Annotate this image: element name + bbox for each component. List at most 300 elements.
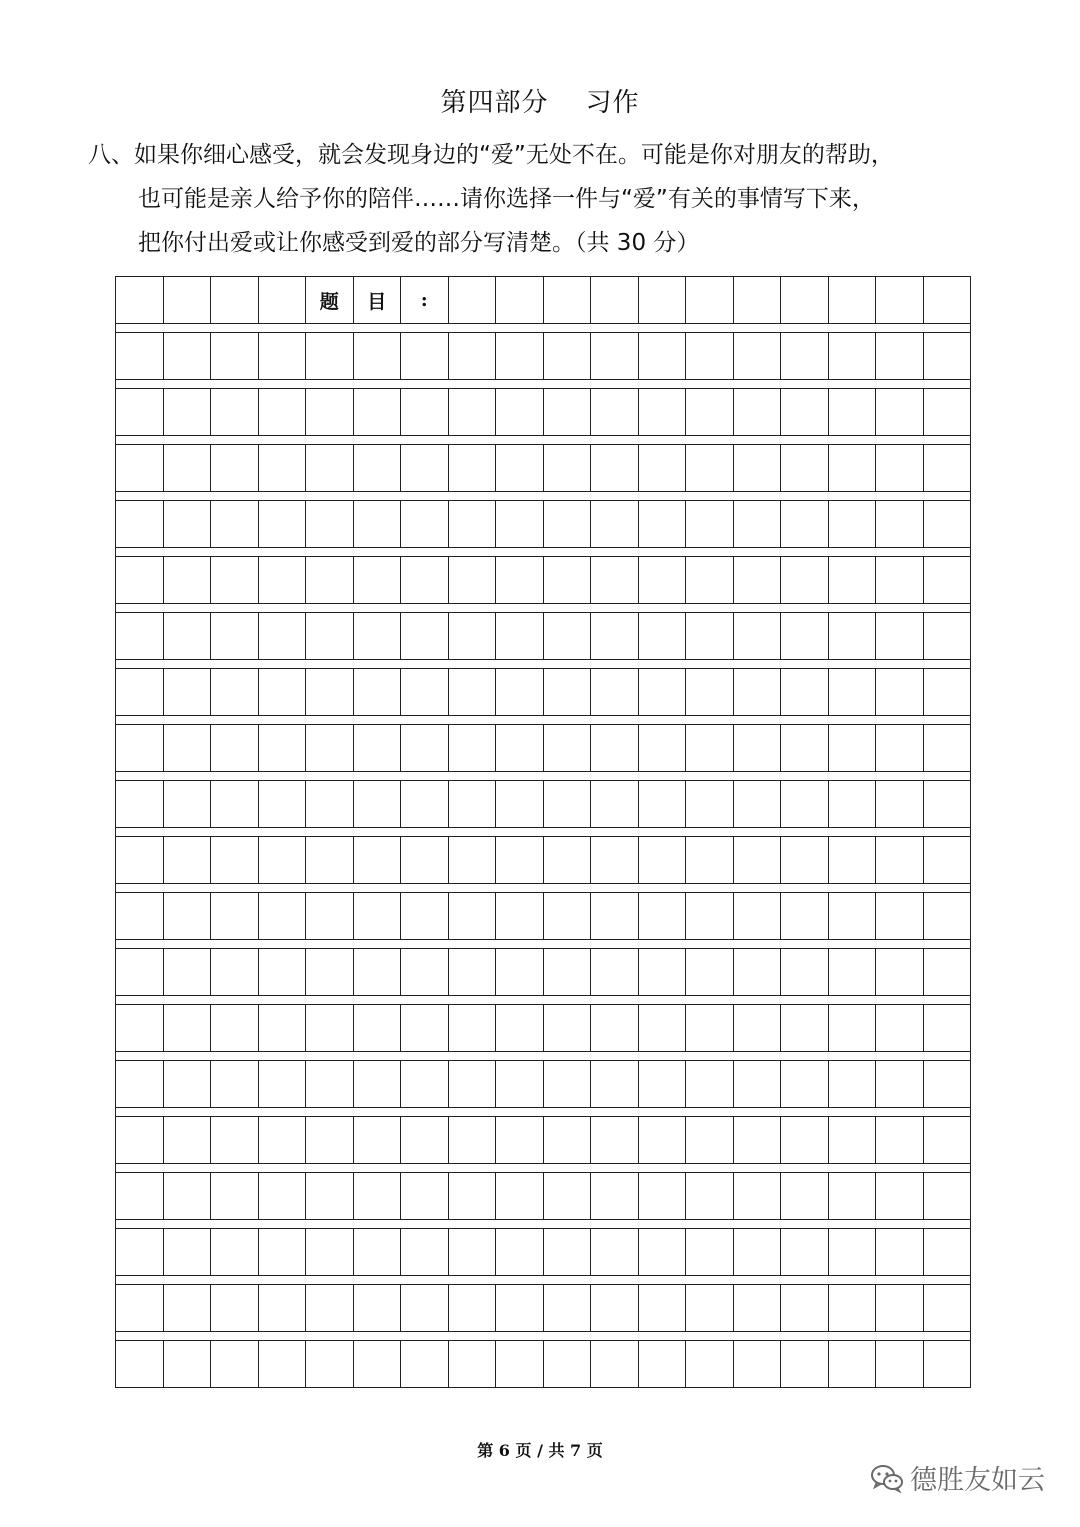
- grid-cell[interactable]: [449, 277, 497, 323]
- grid-cell[interactable]: [354, 1117, 402, 1163]
- grid-cell[interactable]: [496, 725, 544, 771]
- grid-cell[interactable]: [354, 333, 402, 379]
- grid-cell[interactable]: [876, 1285, 924, 1331]
- grid-cell[interactable]: [829, 445, 877, 491]
- grid-cell[interactable]: [544, 949, 592, 995]
- grid-cell[interactable]: [211, 389, 259, 435]
- grid-cell[interactable]: [116, 781, 164, 827]
- grid-cell[interactable]: [686, 501, 734, 547]
- grid-cell[interactable]: [591, 669, 639, 715]
- grid-cell[interactable]: [781, 1117, 829, 1163]
- grid-cell[interactable]: [544, 1005, 592, 1051]
- grid-cell[interactable]: [496, 277, 544, 323]
- grid-cell[interactable]: [734, 949, 782, 995]
- grid-cell[interactable]: [829, 949, 877, 995]
- grid-cell[interactable]: [354, 669, 402, 715]
- grid-cell[interactable]: [354, 557, 402, 603]
- grid-cell[interactable]: [734, 669, 782, 715]
- grid-cell[interactable]: [639, 949, 687, 995]
- grid-cell[interactable]: [686, 1285, 734, 1331]
- grid-cell[interactable]: [734, 445, 782, 491]
- grid-cell[interactable]: [686, 613, 734, 659]
- grid-cell[interactable]: [591, 389, 639, 435]
- grid-cell[interactable]: [829, 893, 877, 939]
- grid-cell[interactable]: [734, 557, 782, 603]
- grid-cell[interactable]: [116, 1005, 164, 1051]
- grid-cell[interactable]: [306, 557, 354, 603]
- grid-cell[interactable]: [686, 557, 734, 603]
- grid-cell[interactable]: [211, 1285, 259, 1331]
- grid-cell[interactable]: [259, 1285, 307, 1331]
- grid-cell[interactable]: [544, 1061, 592, 1107]
- grid-cell[interactable]: [164, 389, 212, 435]
- grid-cell[interactable]: [781, 445, 829, 491]
- grid-cell[interactable]: [876, 1341, 924, 1387]
- grid-cell[interactable]: [686, 781, 734, 827]
- grid-cell[interactable]: [164, 1061, 212, 1107]
- grid-cell[interactable]: [496, 333, 544, 379]
- grid-cell[interactable]: [591, 501, 639, 547]
- grid-cell[interactable]: [876, 501, 924, 547]
- grid-cell[interactable]: [496, 613, 544, 659]
- grid-cell[interactable]: [639, 445, 687, 491]
- grid-cell[interactable]: [781, 837, 829, 883]
- grid-cell[interactable]: [259, 725, 307, 771]
- grid-cell[interactable]: [449, 893, 497, 939]
- grid-cell[interactable]: [686, 445, 734, 491]
- grid-cell[interactable]: [544, 893, 592, 939]
- grid-cell[interactable]: [116, 389, 164, 435]
- grid-cell[interactable]: [544, 333, 592, 379]
- grid-cell[interactable]: [259, 445, 307, 491]
- grid-cell[interactable]: [496, 557, 544, 603]
- grid-cell[interactable]: [829, 1341, 877, 1387]
- grid-cell[interactable]: [116, 669, 164, 715]
- grid-cell[interactable]: [306, 893, 354, 939]
- grid-cell[interactable]: [639, 1117, 687, 1163]
- grid-cell[interactable]: [686, 277, 734, 323]
- grid-cell[interactable]: [259, 1061, 307, 1107]
- grid-cell[interactable]: [401, 1285, 449, 1331]
- grid-cell[interactable]: [924, 557, 971, 603]
- grid-cell[interactable]: [259, 949, 307, 995]
- grid-cell[interactable]: [924, 501, 971, 547]
- grid-cell[interactable]: [544, 445, 592, 491]
- grid-cell[interactable]: [591, 893, 639, 939]
- grid-cell[interactable]: [496, 1005, 544, 1051]
- grid-cell[interactable]: [259, 1341, 307, 1387]
- grid-cell[interactable]: [876, 1005, 924, 1051]
- grid-cell[interactable]: [116, 333, 164, 379]
- grid-cell[interactable]: [354, 1341, 402, 1387]
- grid-cell[interactable]: [449, 1173, 497, 1219]
- grid-cell[interactable]: [259, 837, 307, 883]
- grid-cell[interactable]: [401, 1061, 449, 1107]
- grid-cell[interactable]: [401, 445, 449, 491]
- grid-cell[interactable]: [876, 725, 924, 771]
- grid-cell[interactable]: [876, 277, 924, 323]
- grid-cell[interactable]: [544, 1341, 592, 1387]
- grid-cell[interactable]: [211, 1341, 259, 1387]
- grid-cell[interactable]: [591, 1173, 639, 1219]
- grid-cell[interactable]: [876, 557, 924, 603]
- grid-cell[interactable]: [924, 949, 971, 995]
- grid-cell[interactable]: [544, 389, 592, 435]
- grid-cell[interactable]: [496, 837, 544, 883]
- grid-cell[interactable]: [639, 1229, 687, 1275]
- grid-cell[interactable]: [164, 893, 212, 939]
- grid-cell[interactable]: [544, 613, 592, 659]
- grid-cell[interactable]: [306, 669, 354, 715]
- grid-cell[interactable]: [924, 1117, 971, 1163]
- grid-cell[interactable]: [306, 1005, 354, 1051]
- grid-cell[interactable]: [781, 277, 829, 323]
- grid-cell[interactable]: [591, 837, 639, 883]
- grid-cell[interactable]: [449, 669, 497, 715]
- grid-cell[interactable]: [639, 501, 687, 547]
- grid-cell[interactable]: [401, 1173, 449, 1219]
- grid-cell[interactable]: [781, 1285, 829, 1331]
- grid-cell[interactable]: [924, 781, 971, 827]
- grid-cell[interactable]: [211, 837, 259, 883]
- grid-cell[interactable]: [164, 1285, 212, 1331]
- grid-cell[interactable]: [164, 277, 212, 323]
- grid-cell[interactable]: [686, 1173, 734, 1219]
- grid-cell[interactable]: [639, 669, 687, 715]
- grid-cell[interactable]: [734, 613, 782, 659]
- grid-cell[interactable]: [306, 333, 354, 379]
- grid-cell[interactable]: [829, 333, 877, 379]
- grid-cell[interactable]: [449, 1229, 497, 1275]
- grid-cell[interactable]: [449, 389, 497, 435]
- grid-cell[interactable]: [306, 501, 354, 547]
- grid-cell[interactable]: [686, 1341, 734, 1387]
- grid-cell[interactable]: [306, 445, 354, 491]
- grid-cell[interactable]: [259, 1173, 307, 1219]
- grid-cell[interactable]: [829, 837, 877, 883]
- grid-cell[interactable]: [116, 1173, 164, 1219]
- grid-cell[interactable]: [829, 1229, 877, 1275]
- grid-cell[interactable]: [924, 445, 971, 491]
- grid-cell[interactable]: [496, 1285, 544, 1331]
- grid-cell[interactable]: [734, 837, 782, 883]
- grid-cell[interactable]: [781, 1173, 829, 1219]
- grid-cell[interactable]: [116, 893, 164, 939]
- grid-cell[interactable]: [591, 445, 639, 491]
- grid-cell[interactable]: [544, 781, 592, 827]
- grid-cell[interactable]: [496, 389, 544, 435]
- grid-cell[interactable]: [639, 557, 687, 603]
- grid-cell[interactable]: [829, 1005, 877, 1051]
- grid-cell[interactable]: [781, 781, 829, 827]
- grid-cell[interactable]: [354, 1229, 402, 1275]
- grid-cell[interactable]: [544, 557, 592, 603]
- grid-cell[interactable]: [544, 669, 592, 715]
- grid-cell[interactable]: [211, 1229, 259, 1275]
- grid-cell[interactable]: [306, 1173, 354, 1219]
- grid-cell[interactable]: [686, 949, 734, 995]
- grid-cell[interactable]: [639, 389, 687, 435]
- grid-cell[interactable]: [211, 1117, 259, 1163]
- grid-cell[interactable]: [686, 837, 734, 883]
- grid-cell[interactable]: [449, 781, 497, 827]
- grid-cell[interactable]: [401, 333, 449, 379]
- grid-cell[interactable]: [401, 781, 449, 827]
- grid-cell[interactable]: [591, 725, 639, 771]
- grid-cell[interactable]: [354, 893, 402, 939]
- grid-cell[interactable]: [354, 949, 402, 995]
- grid-cell[interactable]: [259, 1005, 307, 1051]
- grid-cell[interactable]: [449, 445, 497, 491]
- grid-cell[interactable]: [116, 949, 164, 995]
- grid-cell[interactable]: [164, 669, 212, 715]
- grid-cell[interactable]: [306, 1285, 354, 1331]
- grid-cell[interactable]: [544, 501, 592, 547]
- grid-cell[interactable]: [401, 557, 449, 603]
- grid-cell[interactable]: [496, 1341, 544, 1387]
- grid-cell[interactable]: [591, 781, 639, 827]
- grid-cell[interactable]: [306, 1061, 354, 1107]
- grid-cell[interactable]: [591, 557, 639, 603]
- grid-cell[interactable]: [211, 1061, 259, 1107]
- grid-cell[interactable]: [734, 1285, 782, 1331]
- grid-cell[interactable]: [924, 1173, 971, 1219]
- grid-cell[interactable]: [639, 613, 687, 659]
- grid-cell[interactable]: [639, 1285, 687, 1331]
- grid-cell[interactable]: [829, 1061, 877, 1107]
- grid-cell[interactable]: [211, 725, 259, 771]
- grid-cell[interactable]: [781, 557, 829, 603]
- grid-cell[interactable]: [591, 1285, 639, 1331]
- grid-cell[interactable]: [639, 333, 687, 379]
- grid-cell[interactable]: [829, 613, 877, 659]
- grid-cell[interactable]: [496, 1173, 544, 1219]
- grid-cell[interactable]: [734, 333, 782, 379]
- grid-cell[interactable]: [401, 1005, 449, 1051]
- grid-cell[interactable]: [591, 277, 639, 323]
- grid-cell[interactable]: [211, 893, 259, 939]
- grid-cell[interactable]: [211, 1173, 259, 1219]
- grid-cell[interactable]: [116, 445, 164, 491]
- grid-cell[interactable]: [496, 949, 544, 995]
- grid-cell[interactable]: [449, 837, 497, 883]
- grid-cell[interactable]: [876, 333, 924, 379]
- grid-cell[interactable]: [591, 1061, 639, 1107]
- grid-cell[interactable]: [639, 893, 687, 939]
- grid-cell[interactable]: [544, 277, 592, 323]
- grid-cell[interactable]: [116, 1285, 164, 1331]
- grid-cell[interactable]: [449, 1005, 497, 1051]
- grid-cell[interactable]: [259, 501, 307, 547]
- grid-cell[interactable]: [924, 1061, 971, 1107]
- grid-cell[interactable]: [686, 1229, 734, 1275]
- grid-cell[interactable]: [259, 389, 307, 435]
- grid-cell[interactable]: [306, 1229, 354, 1275]
- grid-cell[interactable]: [781, 389, 829, 435]
- grid-cell[interactable]: [496, 1061, 544, 1107]
- grid-cell[interactable]: [354, 1173, 402, 1219]
- grid-cell[interactable]: [354, 725, 402, 771]
- grid-cell[interactable]: [354, 445, 402, 491]
- grid-cell[interactable]: [211, 669, 259, 715]
- grid-cell[interactable]: [924, 613, 971, 659]
- grid-cell[interactable]: [924, 725, 971, 771]
- grid-cell[interactable]: [829, 669, 877, 715]
- grid-cell[interactable]: [876, 837, 924, 883]
- grid-cell[interactable]: [924, 1341, 971, 1387]
- grid-cell[interactable]: [259, 333, 307, 379]
- grid-cell[interactable]: [829, 1117, 877, 1163]
- grid-cell[interactable]: [449, 1061, 497, 1107]
- grid-cell[interactable]: [781, 1341, 829, 1387]
- grid-cell[interactable]: [164, 725, 212, 771]
- grid-cell[interactable]: [164, 445, 212, 491]
- grid-cell[interactable]: [259, 781, 307, 827]
- grid-cell[interactable]: [924, 1005, 971, 1051]
- grid-cell[interactable]: [449, 1117, 497, 1163]
- grid-cell[interactable]: [639, 1061, 687, 1107]
- grid-cell[interactable]: [686, 725, 734, 771]
- grid-cell[interactable]: [876, 1117, 924, 1163]
- grid-cell[interactable]: [401, 949, 449, 995]
- grid-cell[interactable]: [496, 893, 544, 939]
- grid-cell[interactable]: [496, 1117, 544, 1163]
- grid-cell[interactable]: [876, 893, 924, 939]
- grid-cell[interactable]: [591, 1005, 639, 1051]
- grid-cell[interactable]: [164, 501, 212, 547]
- grid-cell[interactable]: [449, 1285, 497, 1331]
- grid-cell[interactable]: [354, 389, 402, 435]
- grid-cell[interactable]: [306, 837, 354, 883]
- grid-cell[interactable]: [544, 1229, 592, 1275]
- grid-cell[interactable]: [116, 501, 164, 547]
- grid-cell[interactable]: [829, 277, 877, 323]
- grid-cell[interactable]: [781, 1229, 829, 1275]
- grid-cell[interactable]: [781, 333, 829, 379]
- grid-cell[interactable]: [164, 949, 212, 995]
- grid-cell[interactable]: [781, 1005, 829, 1051]
- grid-cell[interactable]: [306, 613, 354, 659]
- grid-cell[interactable]: [164, 333, 212, 379]
- grid-cell[interactable]: [306, 1117, 354, 1163]
- grid-cell[interactable]: [734, 277, 782, 323]
- grid-cell[interactable]: [829, 1173, 877, 1219]
- grid-cell[interactable]: [116, 1229, 164, 1275]
- grid-cell[interactable]: [686, 893, 734, 939]
- grid-cell[interactable]: [164, 781, 212, 827]
- grid-cell[interactable]: [259, 669, 307, 715]
- grid-cell[interactable]: [639, 1341, 687, 1387]
- grid-cell[interactable]: [496, 781, 544, 827]
- grid-cell[interactable]: [924, 333, 971, 379]
- grid-cell[interactable]: [211, 1005, 259, 1051]
- grid-cell[interactable]: [164, 837, 212, 883]
- grid-cell[interactable]: [164, 1341, 212, 1387]
- grid-cell[interactable]: [591, 1117, 639, 1163]
- grid-cell[interactable]: [924, 837, 971, 883]
- grid-cell[interactable]: [876, 389, 924, 435]
- grid-cell[interactable]: [306, 949, 354, 995]
- grid-cell[interactable]: [544, 725, 592, 771]
- grid-cell[interactable]: [591, 949, 639, 995]
- grid-cell[interactable]: [734, 389, 782, 435]
- grid-cell[interactable]: [116, 557, 164, 603]
- grid-cell[interactable]: [164, 1117, 212, 1163]
- grid-cell[interactable]: [781, 949, 829, 995]
- grid-cell[interactable]: [211, 949, 259, 995]
- grid-cell[interactable]: [211, 613, 259, 659]
- grid-cell[interactable]: [829, 1285, 877, 1331]
- grid-cell[interactable]: [781, 1061, 829, 1107]
- grid-cell[interactable]: [734, 1341, 782, 1387]
- grid-cell[interactable]: [401, 389, 449, 435]
- grid-cell[interactable]: [734, 1173, 782, 1219]
- grid-cell[interactable]: [164, 613, 212, 659]
- grid-cell[interactable]: [259, 277, 307, 323]
- grid-cell[interactable]: [591, 333, 639, 379]
- grid-cell[interactable]: [401, 725, 449, 771]
- grid-cell[interactable]: [211, 333, 259, 379]
- grid-cell[interactable]: [686, 389, 734, 435]
- grid-cell[interactable]: [259, 1229, 307, 1275]
- grid-cell[interactable]: [781, 501, 829, 547]
- grid-cell[interactable]: [354, 837, 402, 883]
- grid-cell[interactable]: [876, 613, 924, 659]
- grid-cell[interactable]: [401, 1229, 449, 1275]
- grid-cell[interactable]: [116, 277, 164, 323]
- grid-cell[interactable]: [686, 333, 734, 379]
- grid-cell[interactable]: [639, 781, 687, 827]
- grid-cell[interactable]: [449, 557, 497, 603]
- grid-cell[interactable]: [306, 389, 354, 435]
- grid-cell[interactable]: [401, 1117, 449, 1163]
- grid-cell[interactable]: [116, 1061, 164, 1107]
- grid-cell[interactable]: [924, 1229, 971, 1275]
- grid-cell[interactable]: [449, 501, 497, 547]
- grid-cell[interactable]: [164, 1005, 212, 1051]
- grid-cell[interactable]: [876, 1061, 924, 1107]
- grid-cell[interactable]: [924, 1285, 971, 1331]
- grid-cell[interactable]: [924, 277, 971, 323]
- grid-cell[interactable]: [639, 837, 687, 883]
- grid-cell[interactable]: [686, 1117, 734, 1163]
- grid-cell[interactable]: [924, 893, 971, 939]
- grid-cell[interactable]: [354, 781, 402, 827]
- grid-cell[interactable]: [591, 1229, 639, 1275]
- grid-cell[interactable]: [544, 837, 592, 883]
- grid-cell[interactable]: [401, 669, 449, 715]
- grid-cell[interactable]: [876, 669, 924, 715]
- grid-cell[interactable]: [639, 1173, 687, 1219]
- grid-cell[interactable]: [401, 1341, 449, 1387]
- grid-cell[interactable]: [496, 1229, 544, 1275]
- grid-cell[interactable]: [354, 1005, 402, 1051]
- grid-cell[interactable]: [401, 893, 449, 939]
- grid-cell[interactable]: [401, 501, 449, 547]
- grid-cell[interactable]: [591, 1341, 639, 1387]
- grid-cell[interactable]: [211, 781, 259, 827]
- grid-cell[interactable]: [116, 1341, 164, 1387]
- grid-cell[interactable]: [639, 725, 687, 771]
- grid-cell[interactable]: [734, 1005, 782, 1051]
- grid-cell[interactable]: [829, 781, 877, 827]
- grid-cell[interactable]: [781, 893, 829, 939]
- grid-cell[interactable]: [401, 613, 449, 659]
- grid-cell[interactable]: [211, 445, 259, 491]
- grid-cell[interactable]: [876, 1173, 924, 1219]
- grid-cell[interactable]: [259, 613, 307, 659]
- grid-cell[interactable]: [734, 501, 782, 547]
